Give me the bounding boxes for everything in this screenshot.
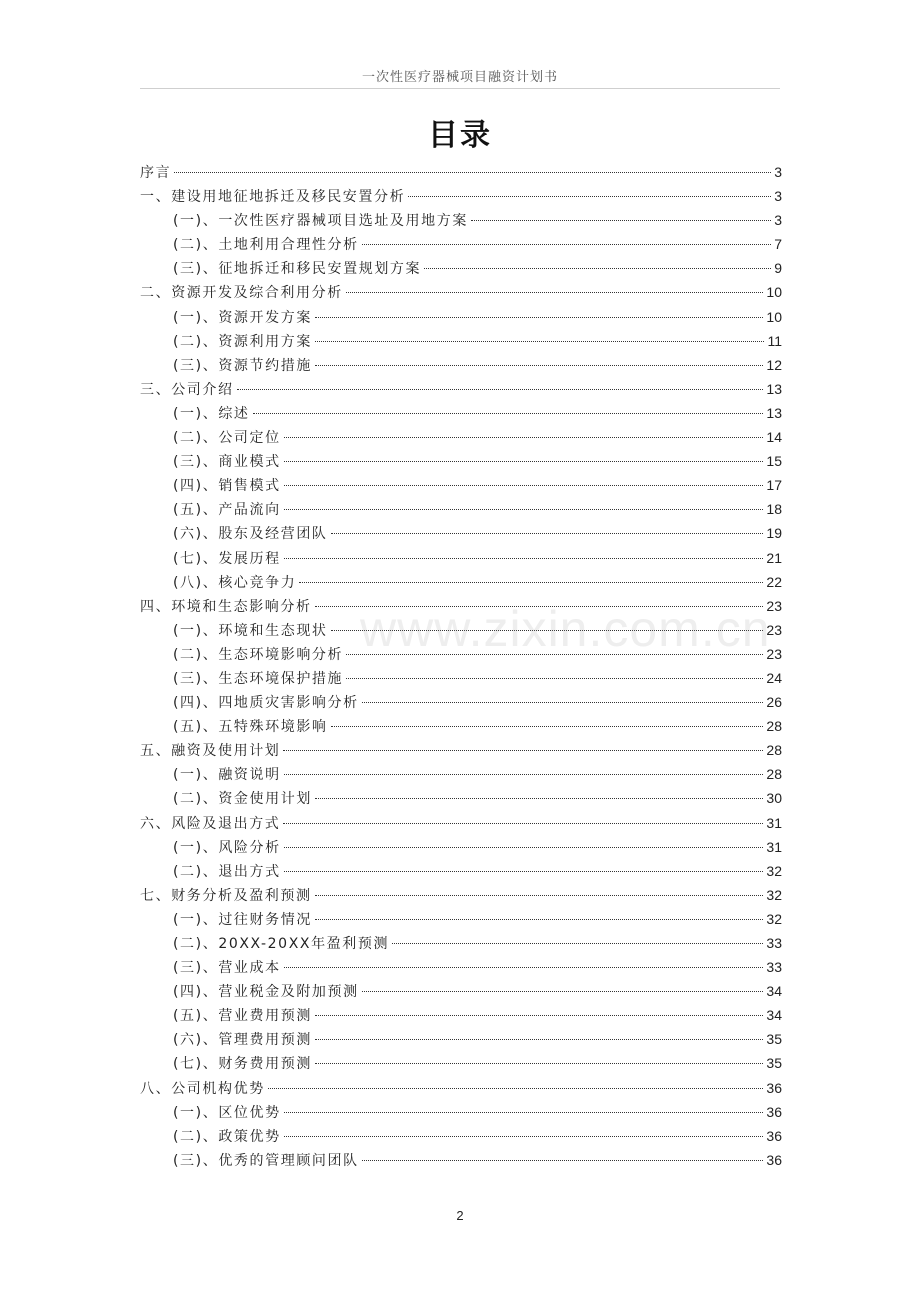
toc-entry-page-number: 23 (766, 597, 782, 614)
toc-section-entry[interactable] (140, 256, 782, 280)
toc-entry-label: (一)、区位优势 (173, 1104, 281, 1121)
toc-dot-leader (315, 895, 764, 896)
toc-entry-label: (一)、融资说明 (173, 767, 281, 784)
toc-entry-label: 三、公司介绍 (140, 381, 234, 398)
toc-entry-label: (二)、土地利用合理性分析 (173, 237, 359, 254)
toc-entry-page-number: 10 (766, 284, 782, 301)
toc-chapter-entry[interactable] (140, 594, 782, 618)
toc-entry-label: (二)、生态环境影响分析 (173, 646, 344, 663)
toc-entry-label: (二)、资源利用方案 (173, 333, 312, 350)
toc-entry-page-number: 36 (766, 1103, 782, 1120)
toc-entry-label: (一)、过往财务情况 (173, 911, 312, 928)
toc-entry-page-number: 35 (766, 1031, 782, 1048)
toc-entry-label: 二、资源开发及综合利用分析 (140, 285, 343, 302)
table-of-contents (140, 160, 782, 1172)
toc-entry-label: (四)、四地质灾害影响分析 (173, 695, 359, 712)
toc-entry-label: (一)、环境和生态现状 (173, 622, 328, 639)
toc-dot-leader (331, 630, 764, 631)
toc-dot-leader (284, 485, 764, 486)
toc-entry-label: (七)、财务费用预测 (173, 1056, 312, 1073)
toc-section-entry[interactable] (140, 570, 782, 594)
toc-dot-leader (284, 509, 764, 510)
toc-entry-page-number: 34 (766, 983, 782, 1000)
toc-entry-page-number: 18 (766, 501, 782, 518)
toc-chapter-entry[interactable] (140, 184, 782, 208)
toc-entry-page-number: 22 (766, 573, 782, 590)
toc-entry-label: (五)、营业费用预测 (173, 1008, 312, 1025)
toc-entry-page-number: 19 (766, 525, 782, 542)
toc-dot-leader (268, 1088, 764, 1089)
toc-chapter-entry[interactable] (140, 738, 782, 762)
watermark: www.zixin.com.cn (360, 601, 771, 657)
toc-entry-page-number: 12 (766, 356, 782, 373)
toc-entry-label: 六、风险及退出方式 (140, 815, 281, 832)
toc-dot-leader (283, 823, 763, 824)
toc-entry-label: 五、融资及使用计划 (140, 743, 281, 760)
toc-dot-leader (253, 413, 764, 414)
toc-entry-page-number: 10 (766, 308, 782, 325)
toc-dot-leader (315, 1015, 763, 1016)
toc-entry-page-number: 36 (766, 1079, 782, 1096)
toc-chapter-entry[interactable] (140, 377, 782, 401)
toc-section-entry[interactable] (140, 497, 782, 521)
toc-dot-leader (315, 317, 763, 318)
toc-section-entry[interactable] (140, 232, 782, 256)
toc-dot-leader (315, 919, 763, 920)
toc-section-entry[interactable] (140, 305, 782, 329)
toc-section-entry[interactable] (140, 907, 782, 931)
toc-section-entry[interactable] (140, 1148, 782, 1172)
toc-dot-leader (315, 798, 763, 799)
toc-chapter-entry[interactable] (140, 811, 782, 835)
toc-entry-label: (二)、资金使用计划 (173, 791, 312, 808)
toc-chapter-entry[interactable] (140, 1076, 782, 1100)
toc-dot-leader (283, 750, 763, 751)
toc-dot-leader (346, 654, 763, 655)
toc-section-entry[interactable] (140, 208, 782, 232)
toc-section-entry[interactable] (140, 690, 782, 714)
toc-dot-leader (237, 389, 764, 390)
toc-entry-label: (三)、征地拆迁和移民安置规划方案 (173, 261, 422, 278)
toc-entry-page-number: 31 (766, 838, 782, 855)
toc-section-entry[interactable] (140, 329, 782, 353)
toc-entry-label: (三)、资源节约措施 (173, 357, 312, 374)
toc-section-entry[interactable] (140, 979, 782, 1003)
toc-section-entry[interactable] (140, 449, 782, 473)
toc-entry-label: (七)、发展历程 (173, 550, 281, 567)
running-header: 一次性医疗器械项目融资计划书 (361, 70, 558, 85)
toc-entry-page-number: 28 (766, 766, 782, 783)
toc-dot-leader (315, 365, 763, 366)
toc-dot-leader (315, 1063, 763, 1064)
toc-entry-label: 序言 (140, 165, 172, 181)
toc-dot-leader (424, 268, 771, 269)
toc-section-entry[interactable] (140, 473, 782, 497)
toc-entry-page-number: 3 (774, 188, 782, 205)
toc-entry-page-number: 36 (766, 1151, 782, 1168)
toc-dot-leader (284, 437, 764, 438)
toc-title: 目录 (428, 118, 492, 153)
toc-entry-label: (一)、综述 (173, 405, 250, 422)
toc-section-entry[interactable] (140, 859, 782, 883)
toc-chapter-entry[interactable] (140, 883, 782, 907)
toc-section-entry[interactable] (140, 425, 782, 449)
toc-section-entry[interactable] (140, 546, 782, 570)
toc-entry-label: (六)、管理费用预测 (173, 1032, 312, 1049)
toc-dot-leader (315, 1039, 763, 1040)
toc-entry-page-number: 15 (766, 453, 782, 470)
toc-dot-leader (331, 533, 764, 534)
toc-section-entry[interactable] (140, 835, 782, 859)
toc-entry-label: 七、财务分析及盈利预测 (140, 887, 312, 904)
toc-section-entry[interactable] (140, 642, 782, 666)
toc-entry-page-number: 14 (766, 429, 782, 446)
toc-dot-leader (362, 244, 771, 245)
toc-section-entry[interactable] (140, 521, 782, 545)
toc-entry-page-number: 13 (766, 380, 782, 397)
toc-entry-label: (四)、销售模式 (173, 478, 281, 495)
toc-entry-label: (五)、五特殊环境影响 (173, 719, 328, 736)
toc-dot-leader (362, 1160, 764, 1161)
toc-section-entry[interactable] (140, 786, 782, 810)
toc-dot-leader (362, 991, 764, 992)
header-divider (140, 88, 780, 89)
toc-entry-label: 八、公司机构优势 (140, 1080, 265, 1097)
toc-entry-label: 一、建设用地征地拆迁及移民安置分析 (140, 189, 406, 206)
toc-entry-label: 四、环境和生态影响分析 (140, 598, 312, 615)
toc-dot-leader (299, 582, 763, 583)
toc-entry-page-number: 23 (766, 645, 782, 662)
toc-section-entry[interactable] (140, 401, 782, 425)
toc-entry-label: (三)、生态环境保护措施 (173, 670, 344, 687)
toc-entry-label: (二)、20XX-20XX年盈利预测 (173, 936, 390, 952)
toc-dot-leader (284, 558, 764, 559)
toc-dot-leader (284, 1112, 764, 1113)
toc-entry-page-number: 33 (766, 959, 782, 976)
toc-chapter-entry[interactable] (140, 280, 782, 304)
toc-entry-label: (一)、资源开发方案 (173, 309, 312, 326)
toc-entry-label: (三)、商业模式 (173, 454, 281, 471)
toc-entry-page-number: 21 (766, 549, 782, 566)
toc-section-entry[interactable] (140, 955, 782, 979)
toc-dot-leader (408, 196, 771, 197)
toc-section-entry[interactable] (140, 1124, 782, 1148)
toc-section-entry[interactable] (140, 1003, 782, 1027)
toc-dot-leader (284, 774, 764, 775)
toc-entry-page-number: 24 (766, 669, 782, 686)
toc-entry-label: (三)、优秀的管理顾问团队 (173, 1152, 359, 1169)
toc-entry-page-number: 11 (767, 332, 782, 349)
toc-section-entry[interactable] (140, 1027, 782, 1051)
toc-entry-label: (五)、产品流向 (173, 502, 281, 519)
toc-dot-leader (346, 678, 763, 679)
toc-dot-leader (284, 461, 764, 462)
toc-entry-page-number: 17 (766, 477, 782, 494)
toc-entry-page-number: 36 (766, 1127, 782, 1144)
toc-chapter-entry[interactable] (140, 160, 782, 184)
toc-section-entry[interactable] (140, 666, 782, 690)
toc-entry-label: (三)、营业成本 (173, 960, 281, 977)
toc-section-entry[interactable] (140, 618, 782, 642)
toc-entry-page-number: 28 (766, 742, 782, 759)
toc-section-entry[interactable] (140, 931, 782, 955)
toc-entry-label: (一)、风险分析 (173, 839, 281, 856)
toc-dot-leader (174, 172, 771, 173)
toc-section-entry[interactable] (140, 1100, 782, 1124)
toc-entry-label: (四)、营业税金及附加预测 (173, 984, 359, 1001)
toc-entry-page-number: 30 (766, 790, 782, 807)
toc-entry-label: (二)、政策优势 (173, 1128, 281, 1145)
toc-entry-label: (六)、股东及经营团队 (173, 526, 328, 543)
toc-dot-leader (284, 871, 764, 872)
toc-entry-page-number: 32 (766, 886, 782, 903)
toc-dot-leader (284, 967, 764, 968)
toc-entry-page-number: 3 (774, 212, 782, 229)
toc-entry-label: (二)、退出方式 (173, 863, 281, 880)
toc-section-entry[interactable] (140, 714, 782, 738)
toc-section-entry[interactable] (140, 1051, 782, 1075)
toc-dot-leader (284, 1136, 764, 1137)
toc-dot-leader (331, 726, 764, 727)
toc-entry-label: (一)、一次性医疗器械项目选址及用地方案 (173, 213, 468, 230)
toc-entry-page-number: 9 (774, 260, 782, 277)
toc-entry-page-number: 33 (766, 935, 782, 951)
toc-section-entry[interactable] (140, 762, 782, 786)
toc-dot-leader (284, 847, 764, 848)
toc-entry-page-number: 35 (766, 1055, 782, 1072)
toc-dot-leader (362, 702, 764, 703)
toc-entry-page-number: 13 (766, 404, 782, 421)
toc-entry-page-number: 32 (766, 862, 782, 879)
toc-dot-leader (346, 292, 764, 293)
toc-entry-page-number: 26 (766, 694, 782, 711)
toc-entry-page-number: 23 (766, 621, 782, 638)
toc-entry-page-number: 7 (774, 236, 782, 253)
toc-entry-label: (八)、核心竞争力 (173, 574, 297, 591)
toc-section-entry[interactable] (140, 353, 782, 377)
toc-dot-leader (471, 220, 771, 221)
toc-entry-page-number: 31 (766, 814, 782, 831)
toc-entry-page-number: 32 (766, 910, 782, 927)
toc-dot-leader (315, 606, 764, 607)
toc-entry-page-number: 34 (766, 1007, 782, 1024)
toc-dot-leader (392, 943, 763, 944)
toc-dot-leader (315, 341, 765, 342)
toc-entry-page-number: 28 (766, 718, 782, 735)
toc-entry-page-number: 3 (774, 164, 782, 180)
page-number: 2 (456, 1208, 464, 1223)
toc-entry-label: (二)、公司定位 (173, 430, 281, 447)
